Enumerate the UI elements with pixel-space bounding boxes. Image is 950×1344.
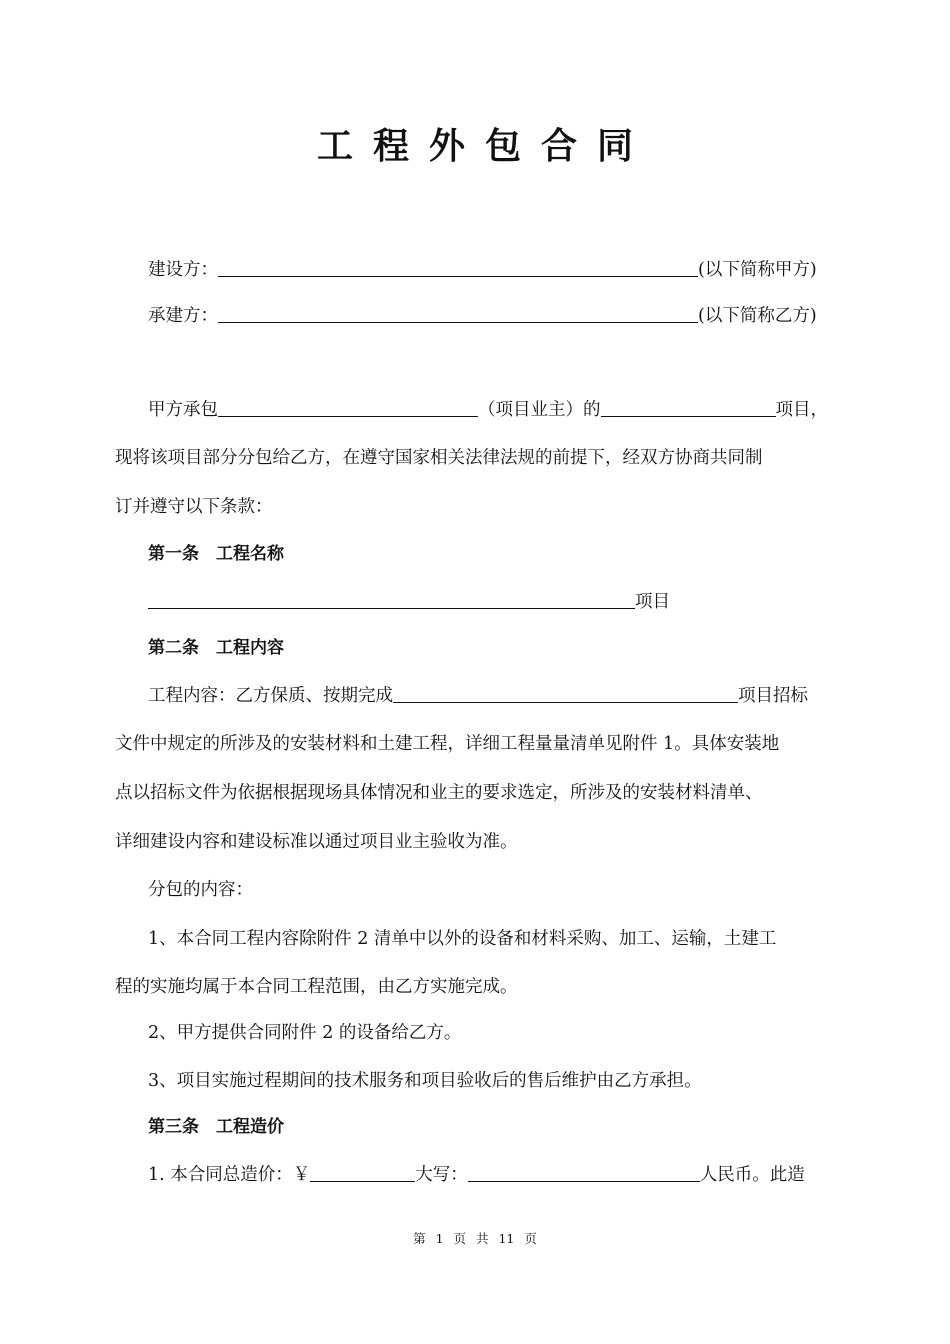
page-footer: 第 1 页 共 11 页 bbox=[413, 1231, 537, 1246]
article-2-line-3: 点以招标文件为依据根据现场具体情况和业主的要求选定，所涉及的安装材料清单、 bbox=[115, 783, 763, 803]
article-2-line-1 bbox=[148, 684, 808, 707]
contractor-blank[interactable] bbox=[218, 304, 698, 323]
item-1-line-1: 1、本合同工程内容除附件 2 清单中以外的设备和材料采购、加工、运输，土建工 bbox=[148, 929, 777, 949]
item-2: 2、甲方提供合同附件 2 的设备给乙方。 bbox=[148, 1023, 462, 1043]
contractor-suffix: (以下简称乙方) bbox=[698, 306, 817, 326]
price-number-blank[interactable] bbox=[310, 1163, 415, 1182]
price-text-c: 人民币。此造 bbox=[699, 1165, 805, 1185]
content-blank[interactable] bbox=[393, 684, 738, 703]
builder-line bbox=[148, 258, 817, 281]
content-text-b: 项目招标 bbox=[738, 686, 808, 706]
subcontract-heading: 分包的内容： bbox=[148, 880, 253, 900]
contractor-label: 承建方： bbox=[148, 306, 218, 326]
article-2-line-2: 文件中规定的所涉及的安装材料和土建工程，详细工程量量清单见附件 1。具体安装地 bbox=[115, 734, 780, 754]
intro-text-c: 项目， bbox=[775, 400, 828, 420]
price-words-blank[interactable] bbox=[468, 1163, 700, 1182]
article-2-line-4: 详细建设内容和建设标准以通过项目业主验收为准。 bbox=[115, 832, 518, 852]
builder-suffix: (以下简称甲方) bbox=[698, 260, 817, 280]
content-text-a: 工程内容：乙方保质、按期完成 bbox=[148, 686, 393, 706]
item-3: 3、项目实施过程期间的技术服务和项目验收后的售后维护由乙方承担。 bbox=[148, 1071, 702, 1091]
article-1-heading: 第一条 工程名称 bbox=[148, 544, 284, 564]
intro-line-2: 现将该项目部分分包给乙方，在遵守国家相关法律法规的前提下，经双方协商共同制 bbox=[115, 448, 763, 468]
builder-blank[interactable] bbox=[218, 258, 698, 277]
price-text-b: 大写： bbox=[415, 1165, 468, 1185]
item-1-line-2: 程的实施均属于本合同工程范围，由乙方实施完成。 bbox=[115, 977, 518, 997]
contractor-line bbox=[148, 304, 817, 327]
document-title: 工程外包合同 bbox=[316, 126, 653, 167]
intro-text-b: （项目业主）的 bbox=[478, 400, 601, 420]
intro-text-a: 甲方承包 bbox=[148, 400, 218, 420]
intro-line-3: 订并遵守以下条款： bbox=[115, 497, 273, 517]
article-1-line bbox=[148, 590, 670, 613]
price-text-a: 1. 本合同总造价：￥ bbox=[148, 1165, 311, 1185]
article-1-suffix: 项目 bbox=[635, 592, 670, 612]
article-2-heading: 第二条 工程内容 bbox=[148, 638, 284, 658]
project-blank[interactable] bbox=[601, 398, 776, 417]
article-3-heading: 第三条 工程造价 bbox=[148, 1117, 284, 1137]
owner-blank[interactable] bbox=[218, 398, 478, 417]
builder-label: 建设方： bbox=[148, 260, 218, 280]
project-name-blank[interactable] bbox=[148, 590, 635, 609]
intro-line-1 bbox=[148, 398, 828, 421]
article-3-line-1 bbox=[148, 1163, 805, 1186]
